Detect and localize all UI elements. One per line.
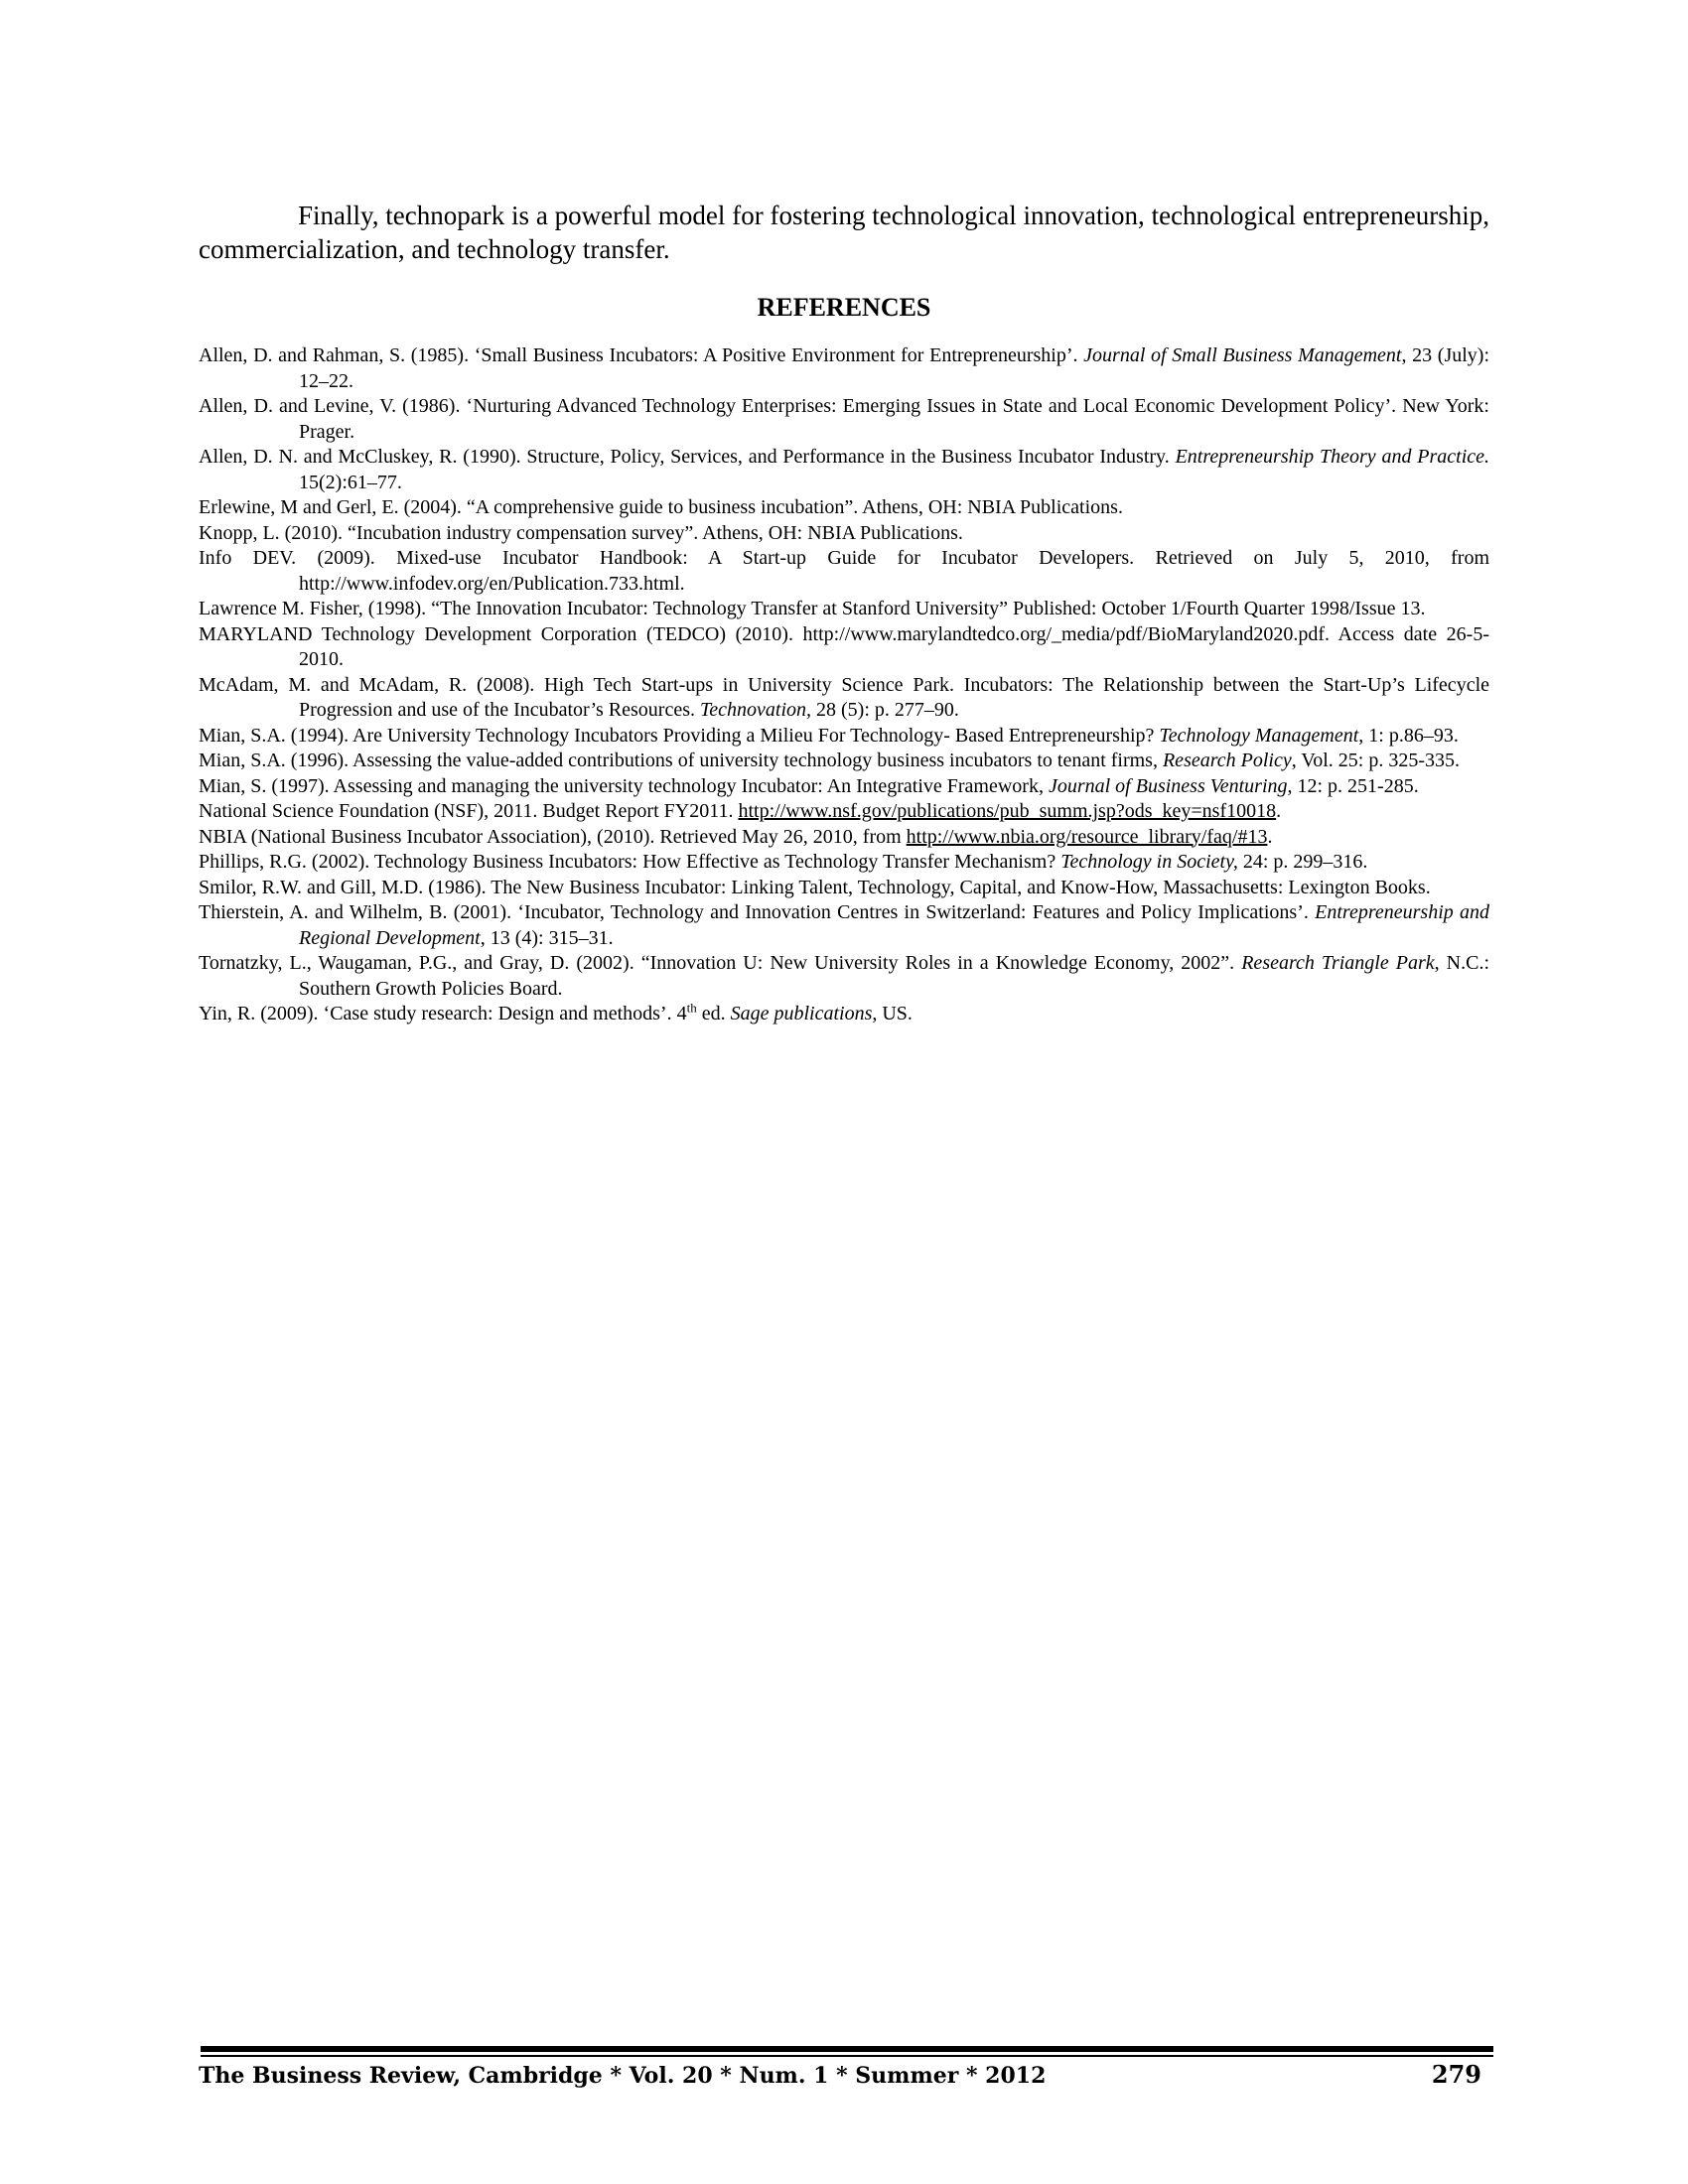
- page-body: [199, 199, 1489, 1027]
- reference-source-title: Research Policy: [1162, 750, 1292, 771]
- reference-entry: [199, 394, 1489, 445]
- reference-source-title: Journal of Business Venturing: [1048, 774, 1288, 797]
- reference-entry: [199, 622, 1489, 673]
- reference-text: 24: p. 299–316.: [1237, 851, 1368, 873]
- reference-text: Allen, D. and Levine, V. (1986). ‘Nurturing Advanced Technology Enterprises: Emerging Issues in State and Local Economic Development Policy’. New York: Prager.: [199, 395, 1489, 443]
- reference-entry: [199, 1002, 1489, 1027]
- reference-source-title: Technology in Society,: [1060, 851, 1238, 873]
- reference-text: 28 (5): p. 277–90.: [811, 699, 959, 721]
- reference-text: .: [1276, 800, 1282, 822]
- reference-entry: [199, 495, 1489, 521]
- references-heading: REFERENCES: [757, 293, 931, 322]
- reference-text: .: [1267, 825, 1273, 848]
- reference-entry: [199, 774, 1489, 800]
- reference-entry: [199, 521, 1489, 547]
- reference-text: Erlewine, M and Gerl, E. (2004). “A comprehensive guide to business incubation”. Athens, OH: NBIA Publications.: [199, 496, 1123, 518]
- reference-entry: [199, 850, 1489, 876]
- reference-entry: [199, 597, 1489, 622]
- reference-entry: [199, 900, 1489, 951]
- reference-text: , 23 (July): 12–22.: [299, 344, 1490, 392]
- reference-link[interactable]: http://www.nbia.org/resource_library/faq/#13: [906, 825, 1268, 848]
- reference-entry: [199, 799, 1489, 825]
- reference-text: MARYLAND Technology Development Corporation (TEDCO) (2010). http://www.marylandtedco.org/_media/pdf/BioMaryland2020.pdf. Access date 26-5-2010.: [199, 622, 1489, 670]
- closing-paragraph: Finally, technopark is a powerful model for fostering technological innovation, technological entrepreneurship, commercialization, and technology transfer.: [199, 201, 1489, 264]
- reference-text: Thierstein, A. and Wilhelm, B. (2001). ‘Incubator, Technology and Innovation Centres in Switzerland: Features and Policy Implications’.: [199, 901, 1316, 923]
- journal-citation: The Business Review, Cambridge * Vol. 20 * Num. 1 * Summer * 2012: [199, 2063, 1047, 2089]
- reference-entry: [199, 445, 1489, 495]
- footer-rule-thin: [201, 2055, 1493, 2057]
- reference-entry: [199, 876, 1489, 901]
- reference-entry: [199, 673, 1489, 724]
- reference-text: NBIA (National Business Incubator Association), (2010). Retrieved May 26, 2010, from: [199, 825, 907, 848]
- reference-text: , Vol. 25: p. 325-335.: [1291, 750, 1461, 771]
- reference-text: Allen, D. and Rahman, S. (1985). ‘Small Business Incubators: A Positive Environment for Entrepreneurship’.: [199, 344, 1084, 366]
- page-footer: [199, 2060, 1481, 2089]
- page-number: 279: [1431, 2060, 1481, 2089]
- reference-text: , US.: [872, 1003, 913, 1024]
- footer-rule: [201, 2046, 1493, 2052]
- reference-source-title: Sage publications: [730, 1003, 873, 1024]
- reference-text: ed.: [696, 1003, 731, 1024]
- reference-superscript: th: [686, 1000, 697, 1016]
- reference-entry: [199, 951, 1489, 1002]
- reference-link[interactable]: http://www.nsf.gov/publications/pub_summ.jsp?ods_key=nsf10018: [738, 800, 1277, 822]
- reference-text: Allen, D. N. and McCluskey, R. (1990). Structure, Policy, Services, and Performance in the Business Incubator Industry.: [199, 446, 1176, 468]
- reference-source-title: Entrepreneurship and Regional Development: [299, 901, 1490, 949]
- reference-text: Info DEV. (2009). Mixed-use Incubator Handbook: A Start-up Guide for Incubator Developers. Retrieved on July 5, 2010, from http://www.infodev.org/en/Publication.733.html.: [199, 547, 1489, 595]
- reference-text: , N.C.: Southern Growth Policies Board.: [299, 952, 1490, 1000]
- reference-text: , 13 (4): 315–31.: [480, 926, 614, 949]
- reference-text: , 12: p. 251-285.: [1287, 774, 1419, 797]
- reference-text: Yin, R. (2009). ‘Case study research: Design and methods’. 4: [199, 1003, 687, 1024]
- reference-text: Knopp, L. (2010). “Incubation industry compensation survey”. Athens, OH: NBIA Publications.: [199, 521, 963, 544]
- reference-source-title: Entrepreneurship Theory and Practice.: [1175, 446, 1490, 468]
- reference-text: Mian, S.A. (1994). Are University Technology Incubators Providing a Milieu For Technology- Based Entrepreneurship?: [199, 724, 1160, 747]
- reference-list: [199, 343, 1489, 1027]
- reference-entry: [199, 749, 1489, 774]
- reference-text: , 1: p.86–93.: [1358, 724, 1459, 747]
- reference-entry: [199, 825, 1489, 851]
- reference-text: Lawrence M. Fisher, (1998). “The Innovation Incubator: Technology Transfer at Stanford University” Published: October 1/Fourth Quarter 1998/Issue 13.: [199, 598, 1426, 619]
- reference-entry: [199, 546, 1489, 597]
- reference-source-title: Technovation,: [699, 699, 812, 721]
- reference-text: Tornatzky, L., Waugaman, P.G., and Gray, D. (2002). “Innovation U: New University Roles in a Knowledge Economy, 2002”.: [199, 952, 1242, 974]
- reference-text: National Science Foundation (NSF), 2011. Budget Report FY2011.: [199, 800, 739, 822]
- reference-source-title: Research Triangle Park: [1241, 952, 1435, 974]
- reference-source-title: Journal of Small Business Management: [1083, 344, 1402, 366]
- reference-text: Mian, S. (1997). Assessing and managing the university technology Incubator: An Integrative Framework,: [199, 774, 1049, 797]
- reference-entry: [199, 343, 1489, 394]
- reference-text: McAdam, M. and McAdam, R. (2008). High Tech Start-ups in University Science Park. Incubators: The Relationship between the Start-Up’s Lifecycle Progression and use of the Incubator’s Resources.: [199, 673, 1489, 721]
- reference-source-title: Technology Management: [1159, 724, 1359, 747]
- reference-entry: [199, 724, 1489, 750]
- reference-text: Mian, S.A. (1996). Assessing the value-added contributions of university technology business incubators to tenant firms,: [199, 750, 1163, 771]
- reference-text: 15(2):61–77.: [299, 471, 402, 493]
- reference-text: Smilor, R.W. and Gill, M.D. (1986). The New Business Incubator: Linking Talent, Technology, Capital, and Know-How, Massachusetts: Lexington Books.: [199, 876, 1431, 898]
- reference-text: Phillips, R.G. (2002). Technology Business Incubators: How Effective as Technology Transfer Mechanism?: [199, 851, 1061, 873]
